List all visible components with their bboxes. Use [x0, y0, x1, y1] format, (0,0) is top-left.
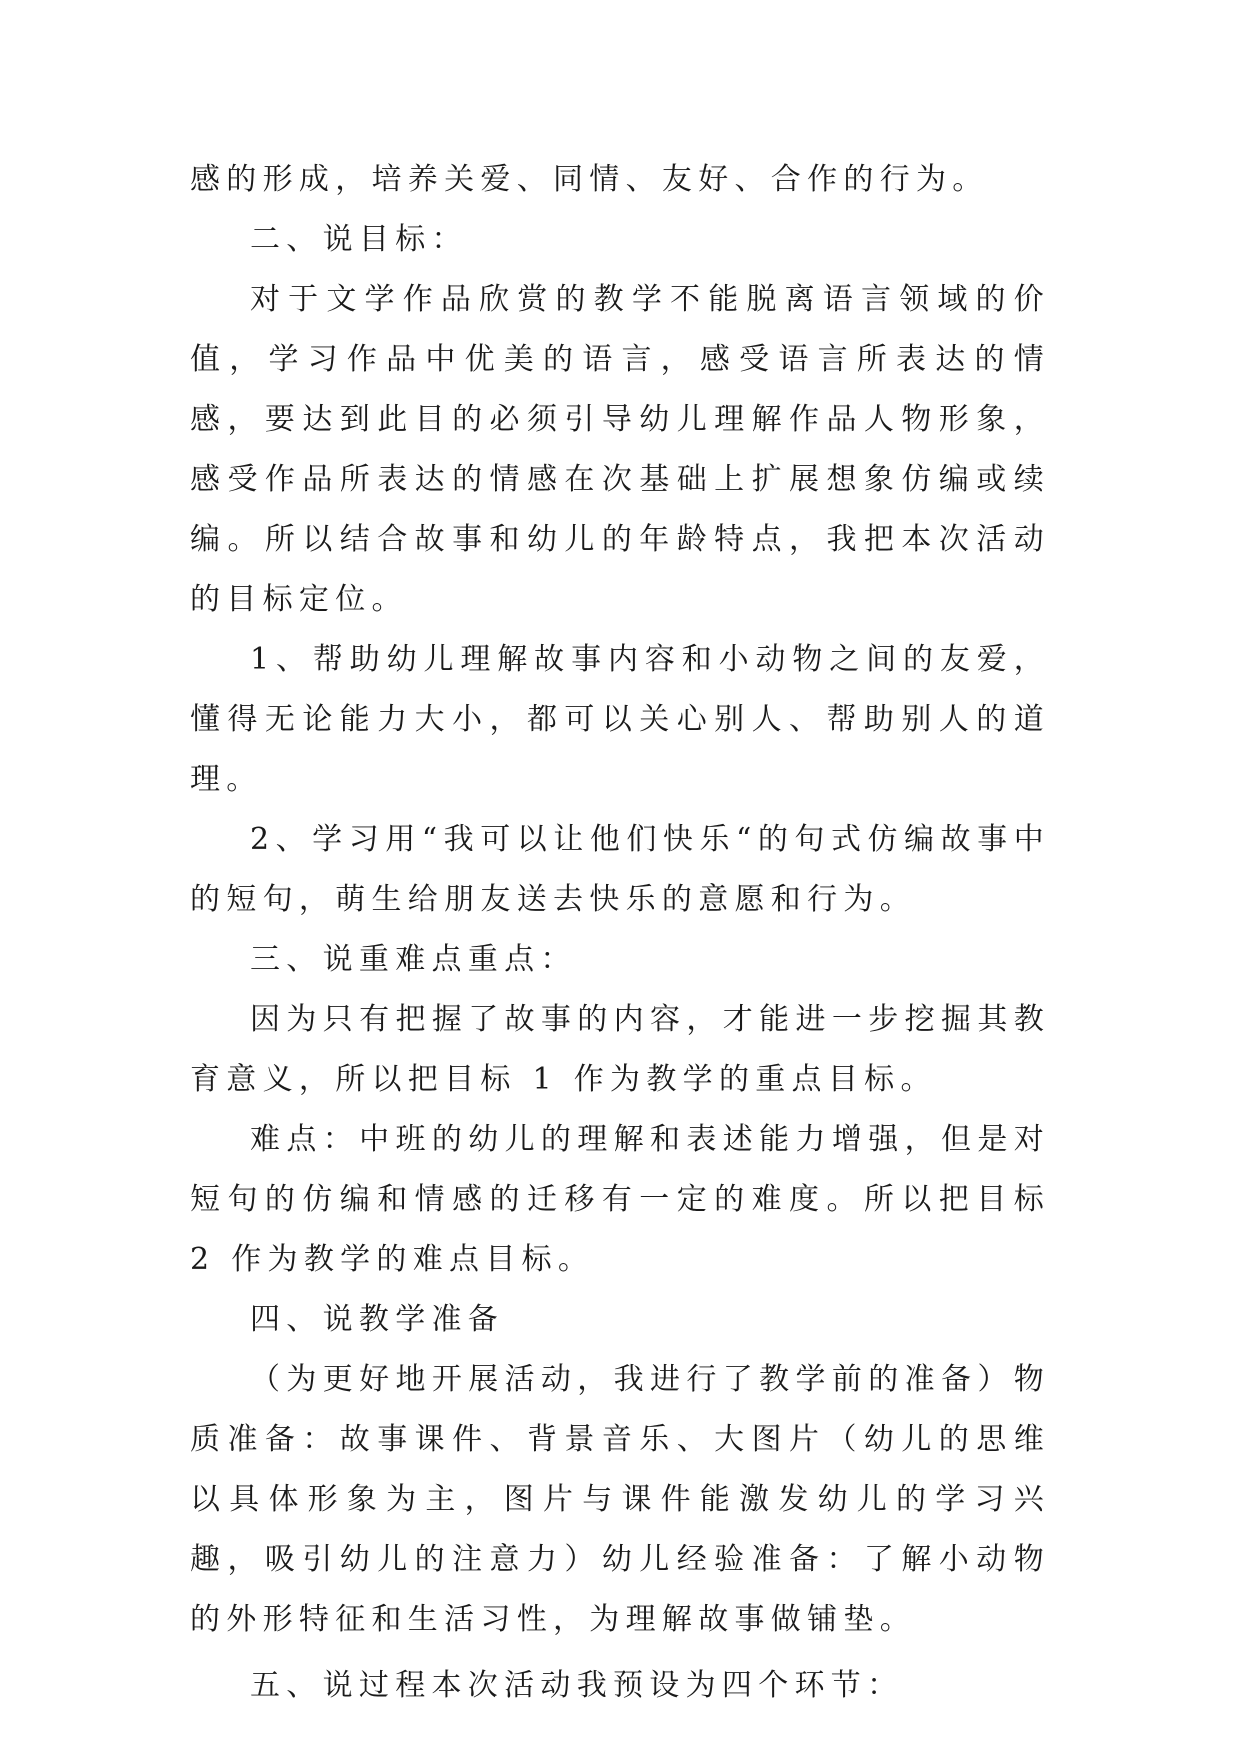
paragraph-objectives-intro: 对于文学作品欣赏的教学不能脱离语言领域的价值，学习作品中优美的语言，感受语言所表达的情感，要达到此目的必须引导幼儿理解作品人物形象，感受作品所表达的情感在次基础上扩展想象仿编或续编。所以结合故事和幼儿的年龄特点，我把本次活动的目标定位。 [190, 282, 1050, 617]
paragraph-preparation-details: （为更好地开展活动，我进行了教学前的准备）物质准备：故事课件、背景音乐、大图片（幼儿的思维以具体形象为主，图片与课件能激发幼儿的学习兴趣，吸引幼儿的注意力）幼儿经验准备：了解小动物的外形特征和生活习性，为理解故事做铺垫。 [190, 1362, 1050, 1637]
heading-objectives: 二、说目标： [250, 222, 468, 257]
paragraph-emotion-formation: 感的形成，培养关爱、同情、友好、合作的行为。 [190, 162, 989, 197]
heading-key-difficult-points: 三、说重难点重点： [250, 942, 577, 977]
heading-teaching-preparation: 四、说教学准备 [250, 1302, 505, 1337]
paragraph-objective-1: 1、帮助幼儿理解故事内容和小动物之间的友爱，懂得无论能力大小，都可以关心别人、帮助别人的道理。 [190, 642, 1050, 797]
document-body [190, 150, 1050, 1716]
heading-process: 五、说过程本次活动我预设为四个环节： [250, 1668, 904, 1703]
paragraph-key-point: 因为只有把握了故事的内容，才能进一步挖掘其教育意义，所以把目标 1 作为教学的重点目标。 [190, 1002, 1050, 1097]
paragraph-difficult-point: 难点：中班的幼儿的理解和表述能力增强，但是对短句的仿编和情感的迁移有一定的难度。所以把目标 2 作为教学的难点目标。 [190, 1122, 1050, 1277]
paragraph-objective-2: 2、学习用“我可以让他们快乐“的句式仿编故事中的短句，萌生给朋友送去快乐的意愿和行为。 [190, 822, 1050, 917]
